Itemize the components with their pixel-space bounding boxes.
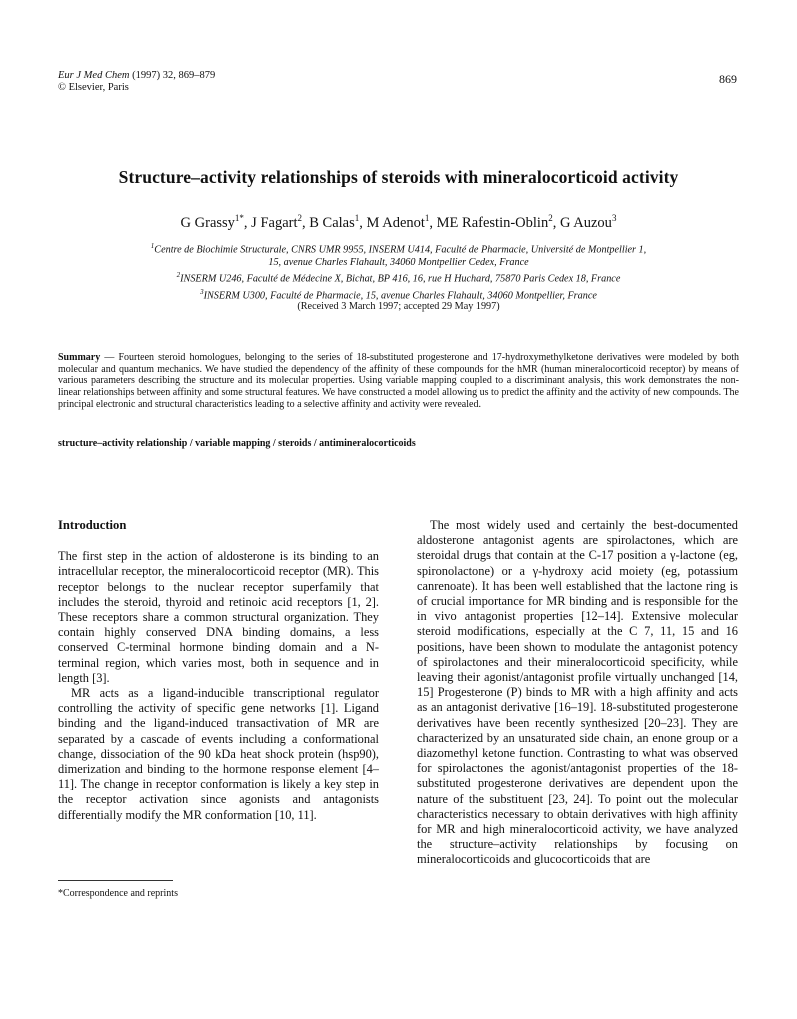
affiliation-line [0,269,797,286]
left-column [58,518,379,823]
affiliation-text: INSERM U246, Faculté de Médecine X, Bichat, BP 416, 16, rue H Huchard, 75870 Paris Cedex 18, France [180,273,621,285]
body-paragraph: The first step in the action of aldosterone is its binding to an intracellular receptor, the mineralocorticoid receptor (MR). This receptor belongs to the nuclear receptor superfamily that includes the steroid, thyroid and retinoic acid receptors [1, 2]. These receptors share a common structural organization. They contain highly conserved DNA binding domains, a less conserved C-terminal hormone binding domain and a N-terminal region, which varies most, both in sequence and in length [3]. [58,549,379,685]
author-affiliation-mark: 3 [611,213,617,223]
author-name: G Grassy [180,214,235,231]
journal-name: Eur J Med Chem [58,70,130,81]
affiliation-text: Centre de Biochimie Structurale, CNRS UMR 9955, INSERM U414, Faculté de Pharmacie, Université de Montpellier 1, [154,244,647,256]
author-name: ME Rafestin-Oblin [436,214,549,231]
author-name: G Auzou [559,214,612,231]
section-heading-introduction: Introduction [58,518,127,532]
affiliation-mark: 2 [176,271,181,280]
author-affiliation-mark: 1 [354,213,360,223]
page-number: 869 [719,72,737,86]
abstract-label: Summary [58,352,101,363]
affiliation-line [0,257,797,270]
author-affiliation-mark: 2 [297,213,302,223]
author-affiliation-mark: 1 [424,213,430,223]
author-name: M Adenot [366,214,425,231]
copyright-line: © Elsevier, Paris [58,82,129,93]
author-affiliation-mark: 2 [548,213,553,223]
received-dates: (Received 3 March 1997; accepted 29 May 1997) [297,301,500,312]
keywords: structure–activity relationship / variable mapping / steroids / antimineralocorticoids [58,438,416,449]
right-column [417,518,738,868]
journal-citation [58,70,215,94]
affiliation-block [0,240,797,303]
article-title: Structure–activity relationships of steroids with mineralocorticoid activity [118,167,679,187]
abstract-text: — Fourteen steroid homologues, belonging to the series of 18-substituted progesterone and 17-hydroxymethylketone derivatives were modeled by both molecular and quantum mechanics. We have studied the dependency of the affinity of these compounds for the hMR (human mineralocorticoid receptor) by means of various parameters describing the structure and its molecular properties. Using variable mapping coupled to a discriminant analysis, this work demonstrates the non-linear relationships between affinity and some structural features. We have constructed a model allowing us to predict the affinity and the activity of new compounds. The principal electronic and structural characteristics leading to a selective affinity and activity were revealed. [58,352,739,410]
author-affiliation-mark: 1* [234,213,244,223]
affiliation-mark: 1 [150,242,155,250]
affiliation-text: 15, avenue Charles Flahault, 34060 Montpellier Cedex, France [268,256,529,268]
affiliation-line [0,240,797,257]
abstract [58,352,739,411]
journal-volume: (1997) 32, 869–879 [129,70,216,81]
body-paragraph: MR acts as a ligand-inducible transcriptional regulator controlling the activity of specific gene networks [1]. Ligand binding and the ligand-induced transactivation of MR are separated by a cascade of events including a conformational change, dissociation of the 90 kDa heat shock protein (hsp90), dimerization and binding to the hormone response element [4–11]. The change in receptor conformation is likely a key step in the receptor activation since agonists and antagonists differentially modify the MR conformation [10, 11]. [58,686,379,822]
affiliation-mark: 3 [200,288,204,297]
author-name: B Calas [309,214,355,231]
correspondence-footnote: *Correspondence and reprints [58,888,178,899]
body-paragraph: The most widely used and certainly the best-documented aldosterone antagonist agents are spirolactones, which are steroidal drugs that contain at the C-17 position a γ-lactone (eg, spironolactone) or a γ-hydroxy acid moiety (eg, potassium canrenoate). It has been well established that the lactone ring is of crucial importance for MR binding and is responsible for the in vivo antagonist properties [12–14]. Extensive molecular steroid modifications, especially at the C 7, 11, 15 and 16 positions, have been shown to modulate the antagonist potency of spirolactones and their mineralocorticoid specificity, while leaving their agonist/antagonist profile virtually unchanged [14, 15] Progesterone (P) binds to MR with a high affinity and acts as an antagonist derivative [16–19]. 18-substituted progesterone derivatives have been recently synthesized [20–23]. They are characterized by an unsaturated side chain, an enone group or a diazomethyl ketone function. Contrasting to what was observed for spirolactones the agonist/antagonist properties of the 18-substituted progesterone derivatives are dependent upon the nature of the substituent [23, 24]. To point out the molecular characteristics necessary to obtain derivatives with high affinity for MR and high mineralocorticoid activity, we have analyzed the structure–activity relationships by focusing on mineralocorticoids and glucocorticoids that are [417,518,738,867]
journal-line [58,70,215,82]
affiliation-text: INSERM U300, Faculté de Pharmacie, 15, avenue Charles Flahault, 34060 Montpellier, France [203,290,597,302]
author-name: J Fagart [251,214,298,231]
author-list: G Grassy$^{1*}$, J Fagart$^2$, B Calas$^1$, M Adenot$^1$, ME Rafestin-Oblin$^2$, G Auzou$^3$ [180,213,617,231]
footnote-divider [58,880,173,881]
